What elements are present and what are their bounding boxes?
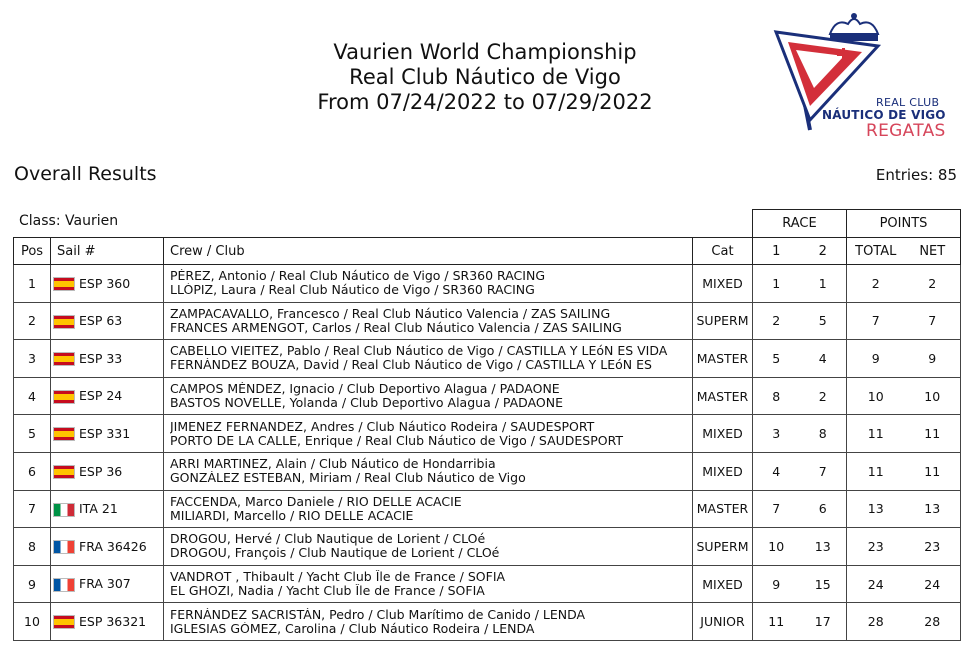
race-group-header: RACE <box>753 210 847 238</box>
table-row <box>14 415 961 453</box>
crew-helm: ARRI MARTINEZ, Alain / Club Náutico de Hondarribia <box>170 457 496 472</box>
table-row <box>14 340 961 378</box>
col-cat-header: Cat <box>693 238 753 265</box>
net-points-cell: 23 <box>905 528 961 566</box>
crew-member: FRANCES ARMENGOT, Carlos / Real Club Náutico Valencia / ZAS SAILING <box>170 320 622 335</box>
logo-text-real-club: REAL CLUB <box>876 96 940 109</box>
position-cell: 5 <box>14 415 51 453</box>
crew-cell <box>164 565 693 603</box>
position-cell: 6 <box>14 452 51 490</box>
race2-cell: 13 <box>800 528 847 566</box>
table-row <box>14 528 961 566</box>
sail-number: ESP 331 <box>79 425 131 441</box>
col-crew-header: Crew / Club <box>164 238 693 265</box>
sail-cell <box>51 265 164 303</box>
logo-text-nautico: NÁUTICO DE VIGO <box>822 108 946 122</box>
crown-icon <box>830 13 878 41</box>
col-sail-header: Sail # <box>51 238 164 265</box>
position-cell: 2 <box>14 302 51 340</box>
crew-member: IGLESIAS GÓMEZ, Carolina / Club Náutico Rodeira / LENDA <box>170 621 535 636</box>
category-cell: MASTER <box>693 490 753 528</box>
event-name: Vaurien World Championship <box>333 40 637 64</box>
class-label: Class: Vaurien <box>19 213 119 229</box>
race1-cell: 10 <box>753 528 800 566</box>
total-points-cell: 2 <box>847 265 905 303</box>
category-cell: MIXED <box>693 565 753 603</box>
sail-number: ESP 33 <box>79 350 123 366</box>
race2-cell: 15 <box>800 565 847 603</box>
fra-flag-icon <box>53 578 75 592</box>
total-points-cell: 11 <box>847 452 905 490</box>
table-row <box>14 490 961 528</box>
crew-helm: JIMENEZ FERNANDEZ, Andres / Club Náutico Rodeira / SAUDESPORT <box>170 419 595 434</box>
net-points-cell: 7 <box>905 302 961 340</box>
table-row <box>14 452 961 490</box>
table-row <box>14 265 961 303</box>
sail-cell <box>51 302 164 340</box>
entries-count: Entries: 85 <box>875 166 957 184</box>
sail-cell <box>51 603 164 641</box>
crew-cell <box>164 377 693 415</box>
sail-cell <box>51 340 164 378</box>
category-cell: SUPERM <box>693 528 753 566</box>
crew-cell <box>164 603 693 641</box>
total-points-cell: 23 <box>847 528 905 566</box>
crew-helm: FACCENDA, Marco Daniele / RIO DELLE ACACIE <box>170 494 462 509</box>
race1-cell: 8 <box>753 377 800 415</box>
net-points-cell: 28 <box>905 603 961 641</box>
sail-cell <box>51 528 164 566</box>
sail-number: FRA 307 <box>79 576 131 592</box>
esp-flag-icon <box>53 315 75 329</box>
crew-member: FERNÁNDEZ BOUZA, David / Real Club Náutico de Vigo / CASTILLA Y LEóN ES <box>170 358 652 373</box>
race2-cell: 1 <box>800 265 847 303</box>
table-row <box>14 603 961 641</box>
race2-cell: 8 <box>800 415 847 453</box>
race1-cell: 2 <box>753 302 800 340</box>
race1-cell: 9 <box>753 565 800 603</box>
total-points-cell: 28 <box>847 603 905 641</box>
ita-flag-icon <box>53 503 75 517</box>
position-cell: 1 <box>14 265 51 303</box>
race2-cell: 4 <box>800 340 847 378</box>
col-pos-header: Pos <box>14 238 51 265</box>
sail-number: ESP 360 <box>79 275 131 291</box>
crew-member: PORTO DE LA CALLE, Enrique / Real Club Náutico de Vigo / SAUDESPORT <box>170 433 624 448</box>
sail-cell <box>51 565 164 603</box>
table-row <box>14 565 961 603</box>
race1-cell: 7 <box>753 490 800 528</box>
col-total-header: TOTAL <box>847 238 905 265</box>
total-points-cell: 10 <box>847 377 905 415</box>
esp-flag-icon <box>53 615 75 629</box>
position-cell: 9 <box>14 565 51 603</box>
crew-cell <box>164 302 693 340</box>
table-row <box>14 302 961 340</box>
crew-member: LLÓPIZ, Laura / Real Club Náutico de Vigo / SR360 RACING <box>170 283 535 298</box>
table-row <box>14 377 961 415</box>
sail-number: ESP 36321 <box>79 613 147 629</box>
race2-cell: 2 <box>800 377 847 415</box>
net-points-cell: 9 <box>905 340 961 378</box>
category-cell: MASTER <box>693 377 753 415</box>
race1-cell: 3 <box>753 415 800 453</box>
category-cell: MIXED <box>693 265 753 303</box>
event-dates: From 07/24/2022 to 07/29/2022 <box>317 90 653 114</box>
race1-cell: 4 <box>753 452 800 490</box>
sail-cell <box>51 452 164 490</box>
net-points-cell: 10 <box>905 377 961 415</box>
total-points-cell: 13 <box>847 490 905 528</box>
position-cell: 3 <box>14 340 51 378</box>
crew-member: MILIARDI, Marcello / RIO DELLE ACACIE <box>170 508 414 523</box>
net-points-cell: 11 <box>905 415 961 453</box>
section-title: Overall Results <box>14 163 157 185</box>
race2-cell: 6 <box>800 490 847 528</box>
esp-flag-icon <box>53 390 75 404</box>
category-cell: MIXED <box>693 415 753 453</box>
net-points-cell: 13 <box>905 490 961 528</box>
position-cell: 8 <box>14 528 51 566</box>
net-points-cell: 11 <box>905 452 961 490</box>
race2-cell: 7 <box>800 452 847 490</box>
net-points-cell: 24 <box>905 565 961 603</box>
crew-cell <box>164 452 693 490</box>
crew-helm: DROGOU, Hervé / Club Nautique de Lorient / CLOé <box>170 532 486 547</box>
race1-cell: 1 <box>753 265 800 303</box>
category-cell: MASTER <box>693 340 753 378</box>
col-race2-header: 2 <box>800 238 847 265</box>
crew-helm: FERNÁNDEZ SACRISTÁN, Pedro / Club Marítimo de Canido / LENDA <box>170 607 586 622</box>
sail-cell <box>51 377 164 415</box>
esp-flag-icon <box>53 465 75 479</box>
results-table <box>13 209 961 641</box>
crew-cell <box>164 490 693 528</box>
crew-cell <box>164 528 693 566</box>
crew-helm: VANDROT , Thibault / Yacht Club Île de France / SOFIA <box>170 570 506 585</box>
logo-text-regatas: REGATAS <box>866 121 946 141</box>
sail-number: ESP 36 <box>79 463 123 479</box>
total-points-cell: 24 <box>847 565 905 603</box>
sail-cell <box>51 490 164 528</box>
total-points-cell: 9 <box>847 340 905 378</box>
col-race1-header: 1 <box>753 238 800 265</box>
sail-number: ITA 21 <box>79 501 118 517</box>
crew-helm: CABELLO VIEITEZ, Pablo / Real Club Náutico de Vigo / CASTILLA Y LEóN ES VIDA <box>170 344 668 359</box>
fra-flag-icon <box>53 540 75 554</box>
race2-cell: 5 <box>800 302 847 340</box>
crew-helm: ZAMPACAVALLO, Francesco / Real Club Náutico Valencia / ZAS SAILING <box>170 306 611 321</box>
col-net-header: NET <box>905 238 961 265</box>
total-points-cell: 11 <box>847 415 905 453</box>
esp-flag-icon <box>53 277 75 291</box>
crew-member: GONZÁLEZ ESTEBAN, Miriam / Real Club Náutico de Vigo <box>170 471 526 486</box>
category-cell: JUNIOR <box>693 603 753 641</box>
event-title <box>270 40 700 115</box>
crew-helm: PÉREZ, Antonio / Real Club Náutico de Vigo / SR360 RACING <box>170 269 546 284</box>
position-cell: 10 <box>14 603 51 641</box>
points-group-header: POINTS <box>847 210 961 238</box>
category-cell: MIXED <box>693 452 753 490</box>
position-cell: 4 <box>14 377 51 415</box>
category-cell: SUPERM <box>693 302 753 340</box>
position-cell: 7 <box>14 490 51 528</box>
esp-flag-icon <box>53 352 75 366</box>
esp-flag-icon <box>53 427 75 441</box>
sail-number: ESP 63 <box>79 313 123 329</box>
sail-number: ESP 24 <box>79 388 123 404</box>
race1-cell: 5 <box>753 340 800 378</box>
crew-helm: CAMPOS MÉNDEZ, Ignacio / Club Deportivo Alagua / PADAONE <box>170 382 560 397</box>
race2-cell: 17 <box>800 603 847 641</box>
crew-cell <box>164 340 693 378</box>
crew-member: DROGOU, François / Club Nautique de Lorient / CLOé <box>170 546 500 561</box>
sail-number: FRA 36426 <box>79 538 147 554</box>
sail-cell <box>51 415 164 453</box>
crew-cell <box>164 415 693 453</box>
total-points-cell: 7 <box>847 302 905 340</box>
crew-member: BASTOS NOVELLE, Yolanda / Club Deportivo Alagua / PADAONE <box>170 396 563 411</box>
crew-member: EL GHOZI, Nadia / Yacht Club Île de France / SOFIA <box>170 584 485 599</box>
event-venue: Real Club Náutico de Vigo <box>349 65 621 89</box>
net-points-cell: 2 <box>905 265 961 303</box>
crew-cell <box>164 265 693 303</box>
race1-cell: 11 <box>753 603 800 641</box>
